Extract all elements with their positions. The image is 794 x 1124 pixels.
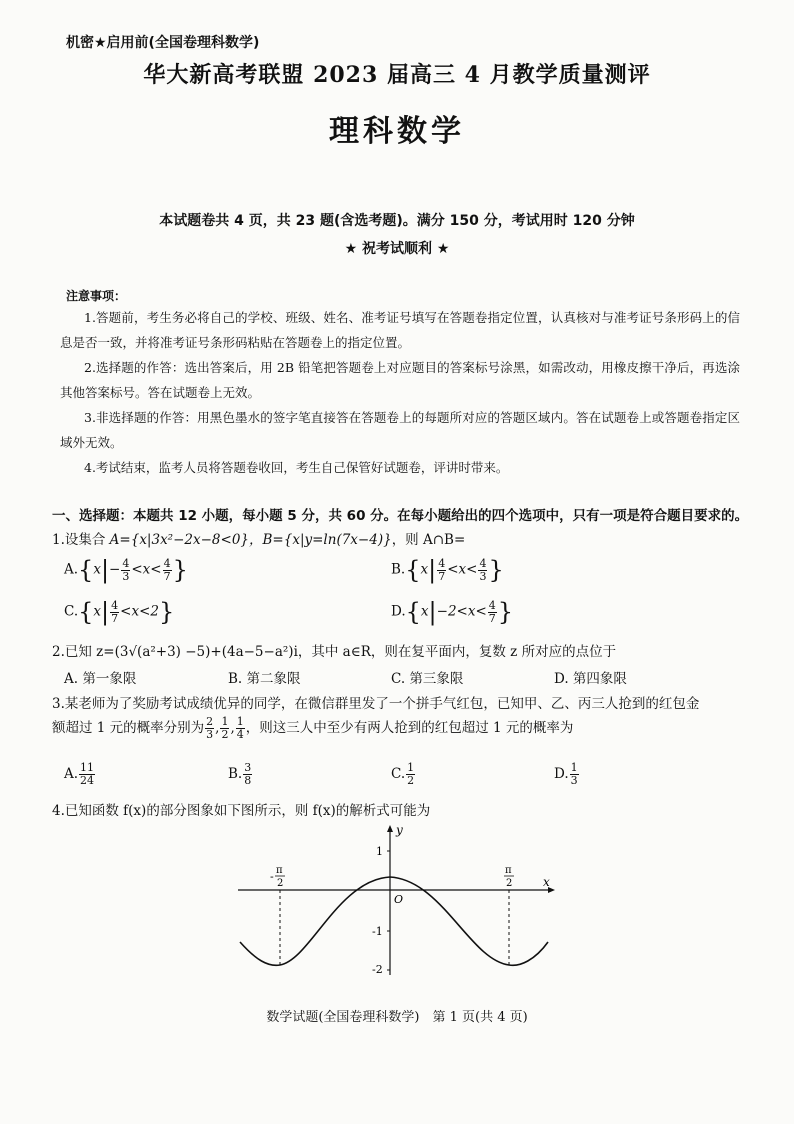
page-footer: 数学试题(全国卷理科数学) 第 1 页(共 4 页) — [266, 1010, 528, 1025]
q1-option-a[interactable]: A.{x|− $\frac{4}{3}$ <x< $\frac{4}{7}$ } — [64, 556, 188, 584]
notice-item: 4.考试结束，监考人员将答题卷收回，考生自己保管好试题卷，评讲时带来。 — [84, 460, 509, 475]
confidential-label: 机密★启用前(全国卷理科数学) — [66, 35, 260, 51]
neg-pi-sign: - — [270, 870, 274, 883]
q3-option-d[interactable]: D. $\frac{1}{3}$ — [554, 761, 578, 787]
q3-option-b[interactable]: B. $\frac{3}{8}$ — [228, 761, 252, 787]
notice-heading: 注意事项： — [66, 289, 127, 303]
neg-pi-num: π — [276, 865, 283, 876]
q3-option-a[interactable]: A. $\frac{11}{24}$ — [64, 761, 95, 787]
y-axis-arrow — [387, 825, 393, 832]
neg-pi-den: 2 — [277, 878, 284, 889]
question-2-stem: 2.已知 z=(3√(a²+3) −5)+(4a−5−a²)i，其中 a∈R，则在复平面内，复数 z 所对应的点位于 — [52, 644, 617, 660]
question-1-stem: 1.设集合 A={x|3x²−2x−8<0}，B={x|y=ln(7x−4)}，则 A∩B= — [52, 532, 466, 548]
notice-item: 2.选择题的作答：选出答案后，用 2B 铅笔把答题卷上对应题目的答案标号涂黑，如需改动，用橡皮擦干净后，再选涂其他答案标号。答在试题卷上无效。 — [60, 360, 740, 400]
section-heading: 一、选择题：本题共 12 小题，每小题 5 分，共 60 分。在每小题给出的四个选项中，只有一项是符合题目要求的。 — [52, 508, 749, 524]
subject-title: 理科数学 — [329, 114, 465, 149]
good-luck-line: ★ 祝考试顺利 ★ — [344, 241, 450, 257]
q2-option-a[interactable]: A. 第一象限 — [64, 671, 137, 687]
q3-option-c[interactable]: C. $\frac{1}{2}$ — [391, 761, 415, 787]
y-tick-neg1: -1 — [372, 925, 383, 938]
exam-info: 本试题卷共 4 页，共 23 题(含选考题)。满分 150 分，考试用时 120 分钟 — [159, 213, 635, 229]
origin-label: O — [394, 893, 404, 906]
q1-option-c[interactable]: C.{x| $\frac{4}{7}$ <x<2} — [64, 598, 175, 626]
notice-item: 1.答题前，考生务必将自己的学校、班级、姓名、准考证号填写在答题卷指定位置，认真核对与准考证号条形码上的信息是否一致，并将准考证号条形码粘贴在答题卷上的指定位置。 — [60, 310, 740, 350]
question-4-stem: 4.已知函数 f(x)的部分图象如下图所示，则 f(x)的解析式可能为 — [52, 803, 431, 819]
q1-option-b[interactable]: B.{x| $\frac{4}{7}$ <x< $\frac{4}{3}$ } — [391, 556, 504, 584]
q2-option-c[interactable]: C. 第三象限 — [391, 671, 464, 687]
exam-title: 华大新高考联盟 2023 届高三 4 月教学质量测评 — [143, 62, 651, 88]
q2-option-d[interactable]: D. 第四象限 — [554, 671, 627, 687]
question-3-line2: 额超过 1 元的概率分别为 $\frac{2}{3}$ , $\frac{1}{2}$ , $\frac{1}{4}$ ，则这三人中至少有两人抢到的红包超过 1 元的概率为 — [52, 715, 574, 741]
question-3-line1: 3.某老师为了奖励考试成绩优异的同学，在微信群里发了一个拼手气红包，已知甲、乙、丙三人抢到的红包金 — [52, 696, 700, 712]
notice-list — [60, 305, 740, 480]
x-axis-label: x — [543, 875, 550, 889]
y-tick-1: 1 — [376, 845, 383, 858]
notice-item: 3.非选择题的作答：用黑色墨水的签字笔直接答在答题卷上的每题所对应的答题区域内。答在试题卷上或答题卷指定区域外无效。 — [60, 410, 740, 450]
q1-option-d[interactable]: D.{x|−2<x< $\frac{4}{7}$ } — [391, 598, 514, 626]
y-axis-label: y — [396, 823, 403, 837]
function-graph — [230, 820, 560, 980]
y-tick-neg2: -2 — [372, 963, 383, 976]
pos-pi-den: 2 — [506, 878, 513, 889]
q2-option-b[interactable]: B. 第二象限 — [228, 671, 301, 687]
pos-pi-num: π — [505, 865, 512, 876]
